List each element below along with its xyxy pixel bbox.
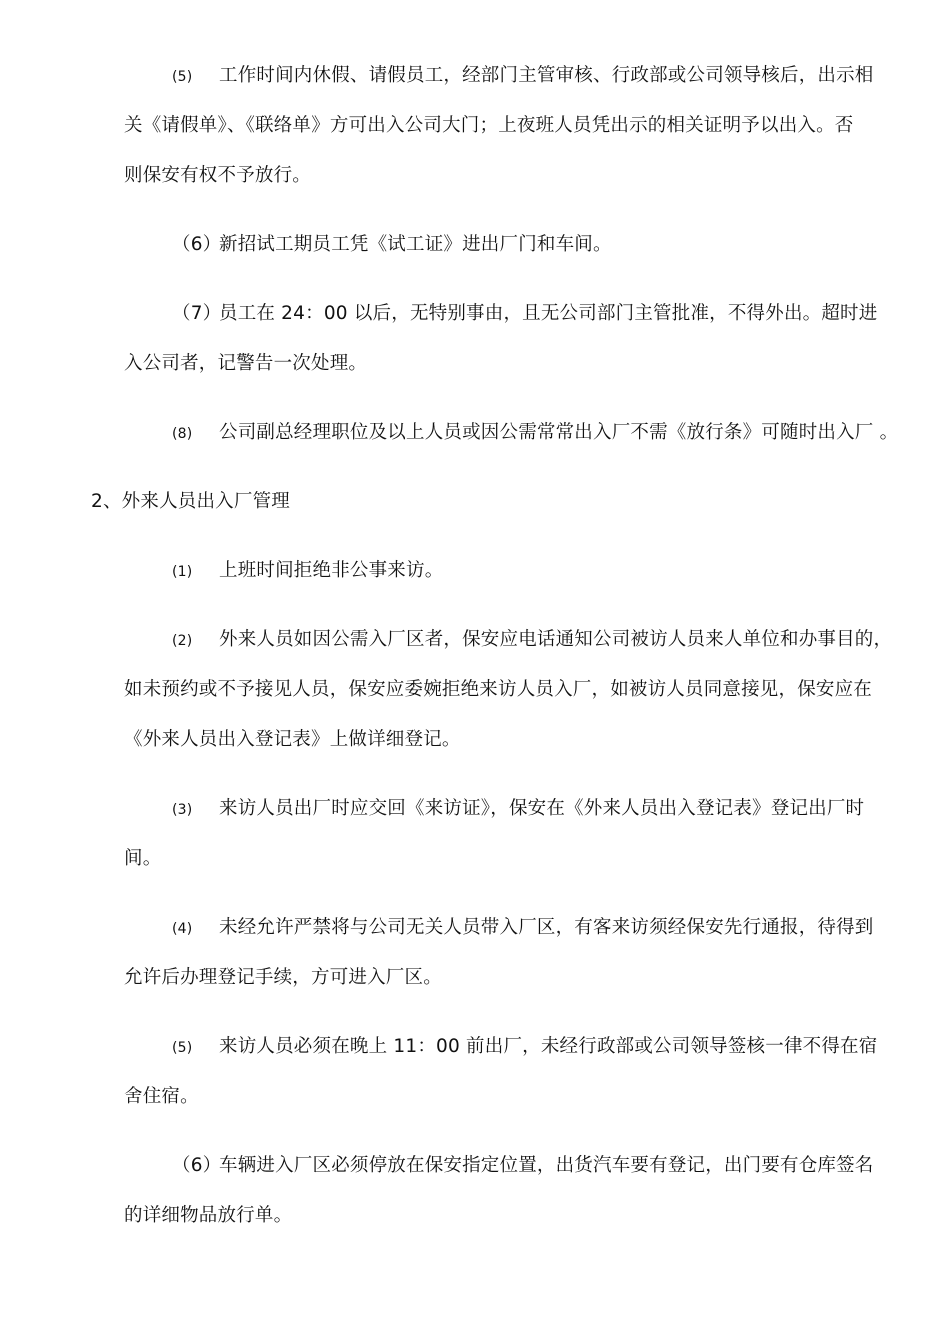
item-continuation: 关《请假单》、《联络单》方可出入公司大门；上夜班人员凭出示的相关证明予以出入。否 xyxy=(124,115,854,136)
list-item xyxy=(172,421,898,446)
item-number: （6） xyxy=(172,1155,222,1176)
item-continuation: 间。 xyxy=(124,848,162,869)
item-continuation: 的详细物品放行单。 xyxy=(124,1205,293,1226)
item-continuation: 舍住宿。 xyxy=(124,1086,199,1107)
list-item xyxy=(172,64,874,89)
item-text: 工作时间内休假、请假员工，经部门主管审核、行政部或公司领导核后，出示相 xyxy=(219,65,874,86)
list-item xyxy=(172,797,864,822)
item-number: （6） xyxy=(172,234,222,255)
item-text: 来访人员出厂时应交回《来访证》，保安在《外来人员出入登记表》登记出厂时 xyxy=(219,798,865,819)
list-item xyxy=(172,559,443,584)
list-item xyxy=(172,1154,874,1178)
item-text: 来访人员必须在晚上 11：00 前出厂，未经行政部或公司领导签核一律不得在宿 xyxy=(219,1036,878,1057)
item-continuation: 则保安有权不予放行。 xyxy=(124,165,312,186)
item-continuation: 如未预约或不予接见人员，保安应委婉拒绝来访人员入厂，如被访人员同意接见，保安应在 xyxy=(124,679,873,700)
item-number: (4) xyxy=(172,921,193,937)
section-heading: 2、外来人员出入厂管理 xyxy=(91,491,290,512)
item-text: 新招试工期员工凭《试工证》进出厂门和车间。 xyxy=(219,234,612,255)
item-number: (5) xyxy=(172,69,193,85)
list-item xyxy=(172,628,892,653)
list-item xyxy=(172,233,612,257)
list-item xyxy=(172,916,874,941)
item-text: 车辆进入厂区必须停放在保安指定位置，出货汽车要有登记，出门要有仓库签名 xyxy=(219,1155,874,1176)
item-number: （7） xyxy=(172,303,222,324)
item-text: 公司副总经理职位及以上人员或因公需常常出入厂不需《放行条》可随时出入厂 。 xyxy=(219,422,899,443)
item-text: 外来人员如因公需入厂区者，保安应电话通知公司被访人员来人单位和办事目的， xyxy=(219,629,893,650)
item-number: (5) xyxy=(172,1040,193,1056)
item-continuation: 入公司者，记警告一次处理。 xyxy=(124,353,368,374)
list-item xyxy=(172,1035,877,1060)
item-continuation: 《外来人员出入登记表》上做详细登记。 xyxy=(124,729,461,750)
list-item xyxy=(172,302,877,326)
item-number: (8) xyxy=(172,426,193,442)
item-text: 员工在 24：00 以后，无特别事由，且无公司部门主管批准，不得外出。超时进 xyxy=(219,303,878,324)
item-number: (1) xyxy=(172,564,193,580)
item-continuation: 允许后办理登记手续，方可进入厂区。 xyxy=(124,967,442,988)
item-text: 未经允许严禁将与公司无关人员带入厂区，有客来访须经保安先行通报，待得到 xyxy=(219,917,874,938)
item-number: (3) xyxy=(172,802,193,818)
item-number: (2) xyxy=(172,633,193,649)
item-text: 上班时间拒绝非公事来访。 xyxy=(219,560,444,581)
